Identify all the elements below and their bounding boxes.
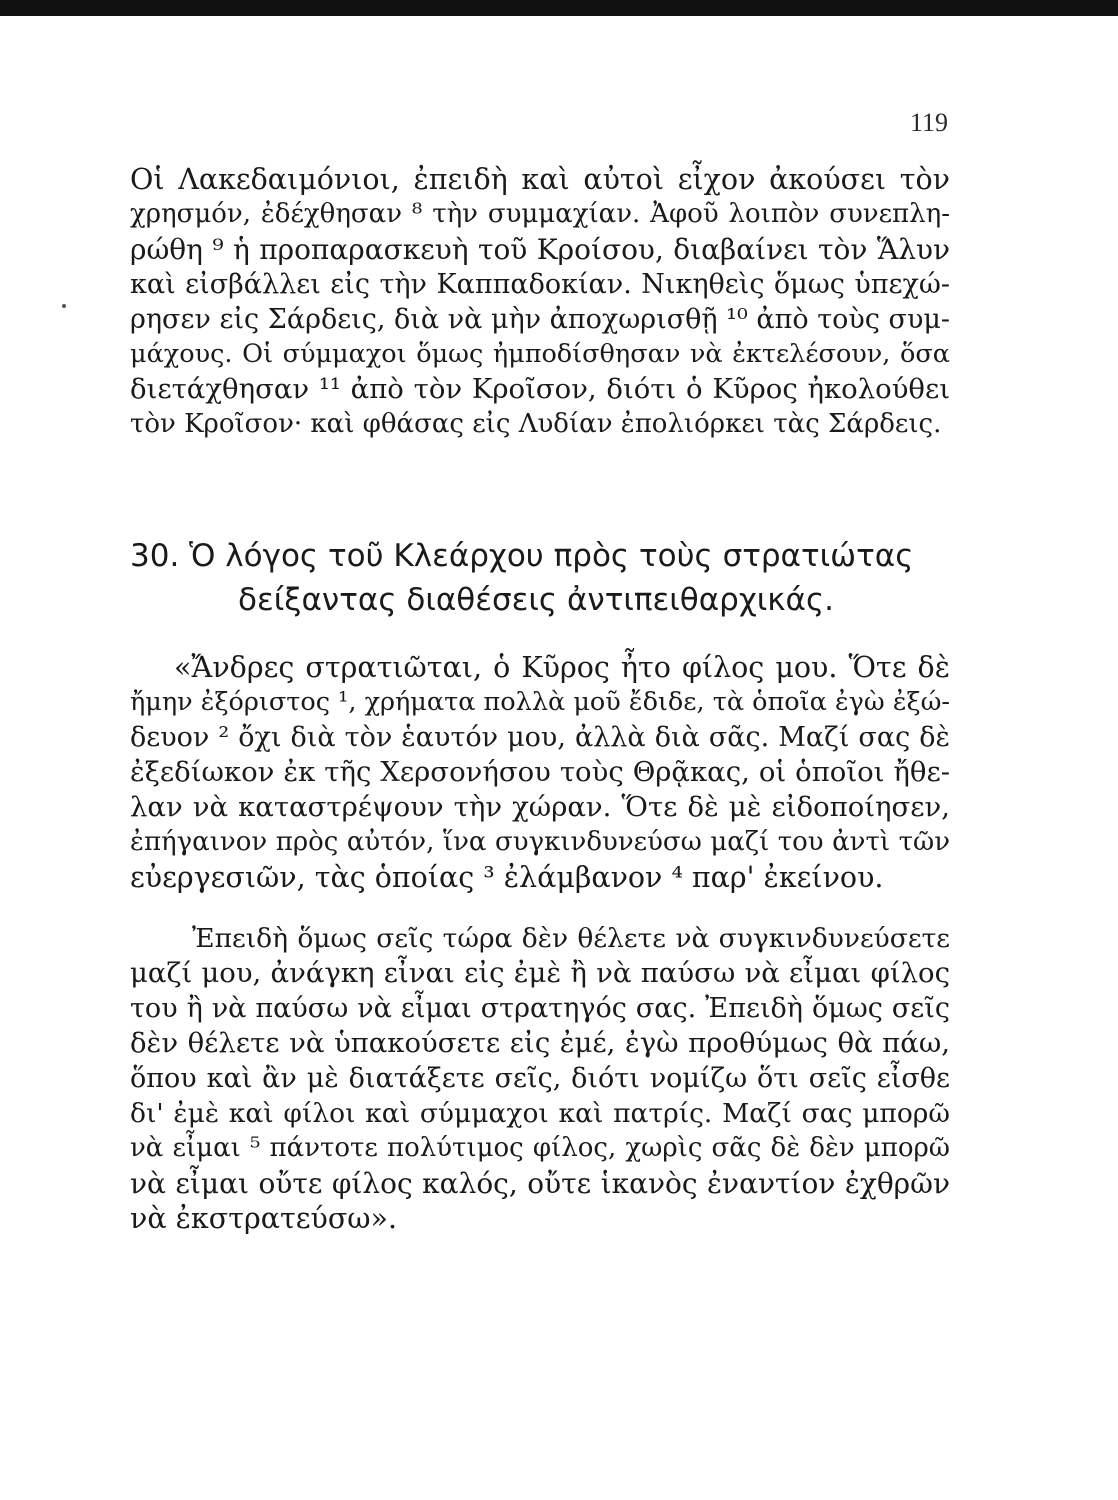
text-line: ρώθη ⁹ ἡ προπαρασκευὴ τοῦ Κροίσου, διαβαίνει τὸν Ἅλυν (130, 233, 950, 266)
page-number: 119 (909, 108, 948, 137)
text-line: «Ἄνδρες στρατιῶται, ὁ Κῦρος ἦτο φίλος μου. Ὅτε δὲ (174, 651, 950, 684)
text-line: ἤμην ἐξόριστος ¹, χρήματα πολλὰ μοῦ ἔδιδε, τὰ ὁποῖα ἐγὼ ἐξώ- (130, 687, 950, 717)
paragraph-2 (130, 650, 950, 895)
text-line: λαν νὰ καταστρέψουν τὴν χώραν. Ὅτε δὲ μὲ εἰδοποίησεν, (130, 791, 950, 823)
text-line: ρησεν εἰς Σάρδεις, διὰ νὰ μὴν ἀποχωρισθῇ ¹⁰ ἀπὸ τοὺς συμ- (130, 304, 951, 335)
text-line: νὰ εἶμαι ⁵ πάντοτε πολύτιμος φίλος, χωρὶς σᾶς δὲ δὲν μπορῶ (130, 1133, 950, 1163)
text-line: δευον ² ὄχι διὰ τὸν ἑαυτόν μου, ἀλλὰ διὰ σᾶς. Μαζί σας δὲ (130, 722, 950, 753)
text-line: νὰ εἶμαι οὔτε φίλος καλός, οὔτε ἱκανὸς ἐναντίον ἐχθρῶν (130, 1167, 950, 1200)
text-line: χρησμόν, ἐδέχθησαν ⁸ τὴν συμμαχίαν. Ἀφοῦ λοιπὸν συνεπλη- (130, 199, 950, 229)
text-line: δὲν θέλετε νὰ ὑπακούσετε εἰς ἐμέ, ἐγὼ προθύμως θὰ πάω, (130, 1027, 950, 1059)
paragraph-1 (130, 162, 950, 442)
section-title-line-1: 30. Ὁ λόγος τοῦ Κλεάρχου πρὸς τοὺς στρατιώτας (130, 538, 914, 574)
text-line: διετάχθησαν ¹¹ ἀπὸ τὸν Κροῖσον, διότι ὁ Κῦρος ἠκολούθει (130, 373, 950, 405)
text-line: μαζί μου, ἀνάγκη εἶναι εἰς ἐμὲ ἢ νὰ παύσω νὰ εἶμαι φίλος (130, 957, 950, 989)
text-line: εὐεργεσιῶν, τὰς ὁποίας ³ ἐλάμβανον ⁴ παρ' ἐκείνου. (130, 861, 884, 894)
section-heading (130, 534, 950, 622)
text-line: Οἱ Λακεδαιμόνιοι, ἐπειδὴ καὶ αὐτοὶ εἶχον ἀκούσει τὸν (130, 163, 950, 196)
text-line: ἐπήγαινον πρὸς αὐτόν, ἵνα συγκινδυνεύσω μαζί του ἀντὶ τῶν (130, 827, 950, 857)
section-title-line-2: δείξαντας διαθέσεις ἀντιπειθαρχικάς. (238, 582, 834, 618)
text-line: ἐξεδίωκον ἐκ τῆς Χερσονήσου τοὺς Θρᾷκας, οἱ ὁποῖοι ἤθε- (130, 756, 950, 788)
scan-speck (62, 304, 66, 308)
scan-top-border (0, 0, 1118, 16)
paragraph-3 (130, 921, 950, 1236)
text-line: ὅπου καὶ ἂν μὲ διατάξετε σεῖς, διότι νομίζω ὅτι σεῖς εἶσθε (130, 1063, 950, 1094)
text-line: τὸν Κροῖσον· καὶ φθάσας εἰς Λυδίαν ἐπολιόρκει τὰς Σάρδεις. (130, 409, 942, 439)
text-line: του ἢ νὰ παύσω νὰ εἶμαι στρατηγός σας. Ἐπειδὴ ὅμως σεῖς (130, 993, 950, 1024)
text-line: δι' ἐμὲ καὶ φίλοι καὶ σύμμαχοι καὶ πατρίς. Μαζί σας μπορῶ (130, 1098, 950, 1129)
text-line: μάχους. Οἱ σύμμαχοι ὅμως ἠμποδίσθησαν νὰ ἐκτελέσουν, ὅσα (130, 339, 950, 369)
text-line: Ἐπειδὴ ὅμως σεῖς τώρα δὲν θέλετε νὰ συγκινδυνεύσετε (192, 923, 950, 954)
text-line: καὶ εἰσβάλλει εἰς τὴν Καππαδοκίαν. Νικηθεὶς ὅμως ὑπεχώ- (130, 269, 950, 300)
text-line: νὰ ἐκστρατεύσω». (130, 1202, 398, 1235)
